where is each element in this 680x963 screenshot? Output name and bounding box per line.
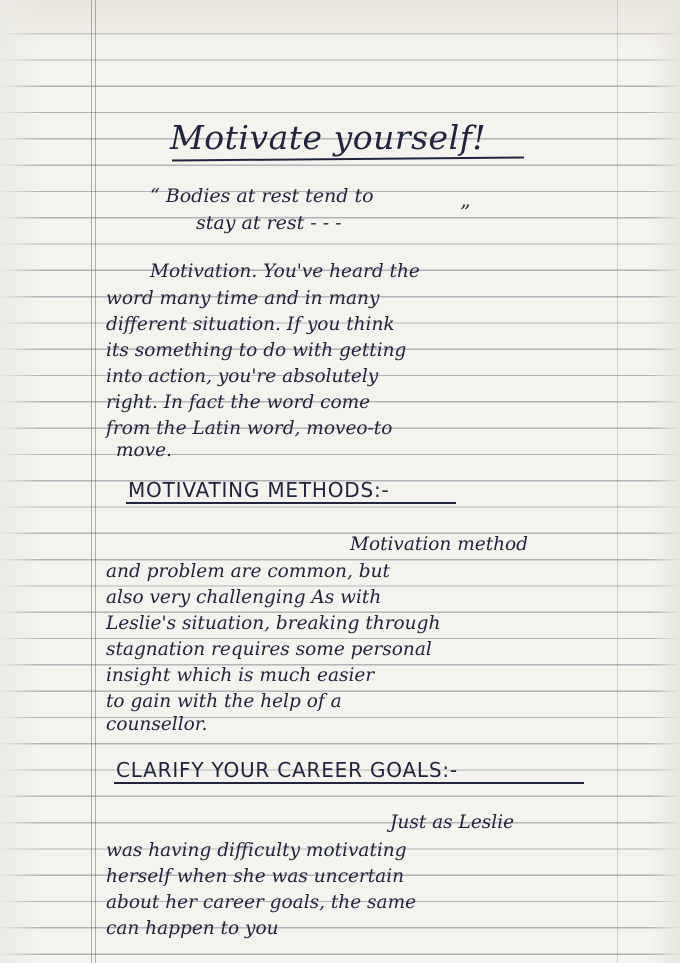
page-right-shadow	[650, 0, 680, 963]
margin-line	[91, 0, 92, 963]
quote-close-mark: ”	[460, 200, 471, 224]
page-title: Motivate yourself!	[170, 118, 487, 157]
paragraph3-line-2: was having difficulty motivating	[106, 840, 407, 861]
paragraph1-line-3: different situation. If you think	[106, 314, 395, 335]
paragraph1-line-4: its something to do with getting	[106, 340, 407, 361]
paragraph2-line-8: counsellor.	[106, 714, 208, 735]
right-margin-line	[617, 0, 618, 963]
paragraph1-line-2: word many time and in many	[106, 288, 380, 309]
paragraph1-line-8: move.	[116, 440, 172, 461]
page-left-shadow	[0, 0, 40, 963]
paragraph2-line-1: Motivation method	[350, 534, 529, 555]
heading-motivating-methods: MOTIVATING METHODS:-	[128, 478, 390, 502]
paragraph1-line-5: into action, you're absolutely	[106, 366, 379, 387]
paragraph2-line-2: and problem are common, but	[106, 561, 390, 582]
quote-line-1: “ Bodies at rest tend to	[150, 185, 374, 207]
page-top-shadow	[0, 0, 680, 52]
paragraph1-line-6: right. In fact the word come	[106, 392, 371, 413]
paragraph2-line-4: Leslie's situation, breaking through	[106, 613, 441, 634]
paragraph3-line-4: about her career goals, the same	[106, 892, 417, 913]
paragraph2-line-3: also very challenging As with	[106, 587, 382, 608]
paragraph1-line-7: from the Latin word, moveo-to	[106, 418, 393, 439]
paragraph2-line-6: insight which is much easier	[106, 665, 375, 686]
title-underline	[172, 156, 524, 161]
paragraph3-line-1: Just as Leslie	[390, 812, 515, 833]
heading2-underline	[114, 782, 584, 784]
paragraph2-line-7: to gain with the help of a	[106, 691, 342, 712]
margin-line-second	[95, 0, 96, 963]
paragraph1-line-1: Motivation. You've heard the	[150, 261, 420, 282]
heading1-underline	[126, 502, 456, 504]
quote-line-2: stay at rest - - -	[196, 212, 342, 234]
heading-clarify-career-goals: CLARIFY YOUR CAREER GOALS:-	[116, 758, 458, 782]
paragraph3-line-5: can happen to you	[106, 918, 279, 939]
paragraph2-line-5: stagnation requires some personal	[106, 639, 432, 660]
paragraph3-line-3: herself when she was uncertain	[106, 866, 405, 887]
